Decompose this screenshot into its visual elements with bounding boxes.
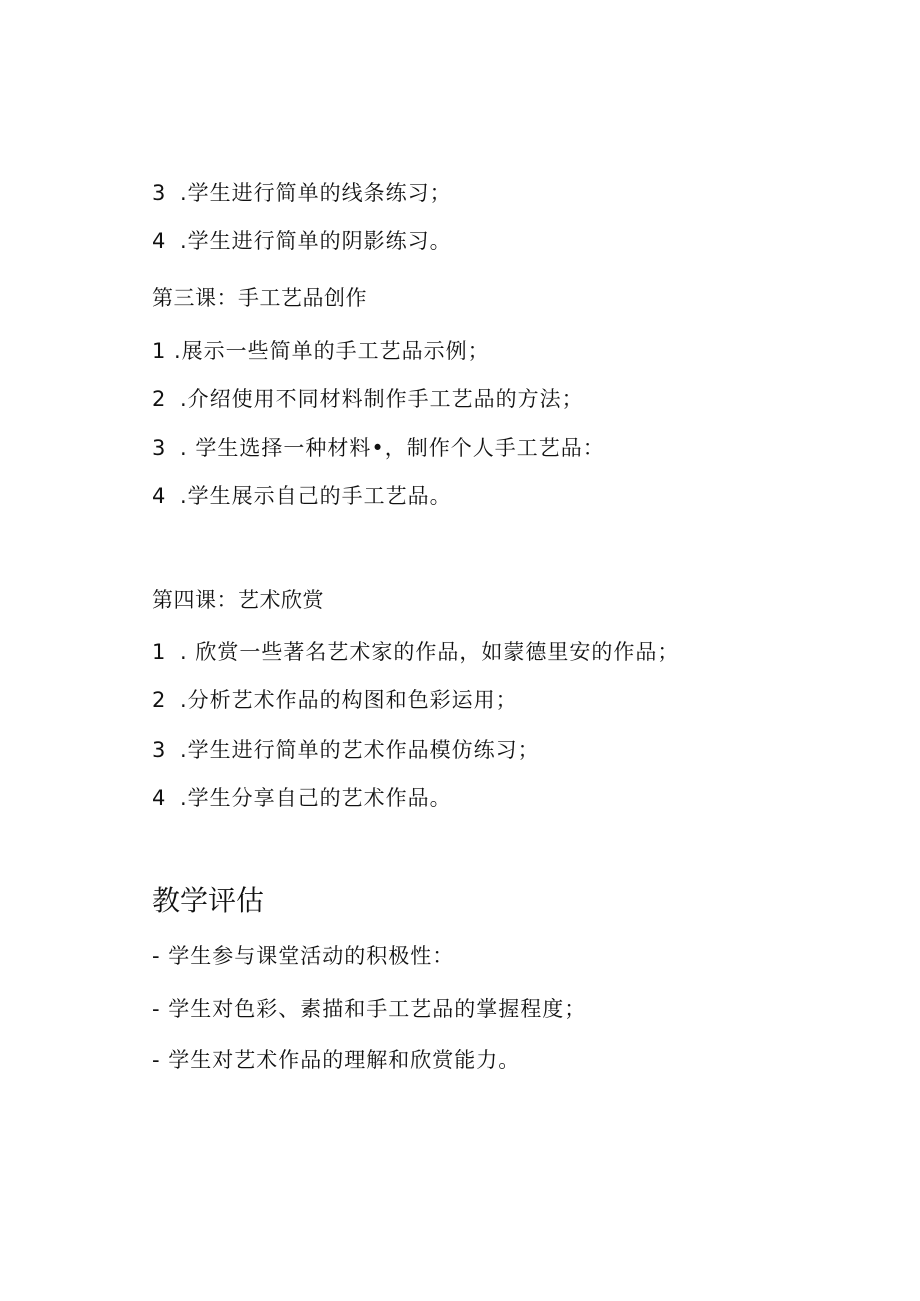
- list-item: [152, 685, 518, 715]
- item-text: . 学生选择一种材料•，制作个人手工艺品：: [180, 436, 605, 460]
- item-number: 3: [152, 738, 167, 762]
- item-number: 1: [152, 640, 167, 664]
- list-item: [152, 336, 490, 366]
- item-number: 2: [152, 387, 167, 411]
- list-item: [152, 735, 540, 765]
- evaluation-item: - 学生对艺术作品的理解和欣赏能力。: [152, 1048, 521, 1072]
- list-item: [152, 178, 452, 208]
- item-text: .学生进行简单的艺术作品模仿练习；: [180, 738, 540, 762]
- lesson3-title: 第三课：手工艺品创作: [152, 286, 367, 310]
- list-item: [152, 384, 584, 414]
- list-item: [152, 481, 452, 511]
- item-text: .学生进行简单的线条练习；: [180, 181, 452, 205]
- item-text: .学生分享自己的艺术作品。: [180, 786, 452, 810]
- evaluation-item: - 学生参与课堂活动的积极性：: [152, 944, 455, 968]
- item-text: .介绍使用不同材料制作手工艺品的方法；: [180, 387, 584, 411]
- list-item: [152, 226, 452, 256]
- evaluation-item: - 学生对色彩、素描和手工艺品的掌握程度；: [152, 997, 587, 1021]
- item-number: 3: [152, 181, 167, 205]
- item-number: 3: [152, 436, 167, 460]
- item-text: .学生进行简单的阴影练习。: [180, 229, 452, 253]
- item-number: 4: [152, 484, 167, 508]
- item-text: . 欣赏一些著名艺术家的作品，如蒙德里安的作品；: [180, 640, 680, 664]
- list-item: [152, 783, 452, 813]
- item-number: 1: [152, 339, 167, 363]
- list-item: [152, 637, 679, 667]
- item-text: .学生展示自己的手工艺品。: [180, 484, 452, 508]
- lesson4-title: 第四课：艺术欣赏: [152, 588, 324, 612]
- item-number: 4: [152, 786, 167, 810]
- item-text: .展示一些简单的手工艺品示例；: [174, 339, 490, 363]
- item-text: .分析艺术作品的构图和色彩运用；: [180, 688, 518, 712]
- list-item: [152, 433, 605, 463]
- item-number: 2: [152, 688, 167, 712]
- evaluation-title: 教学评估: [152, 884, 265, 917]
- item-number: 4: [152, 229, 167, 253]
